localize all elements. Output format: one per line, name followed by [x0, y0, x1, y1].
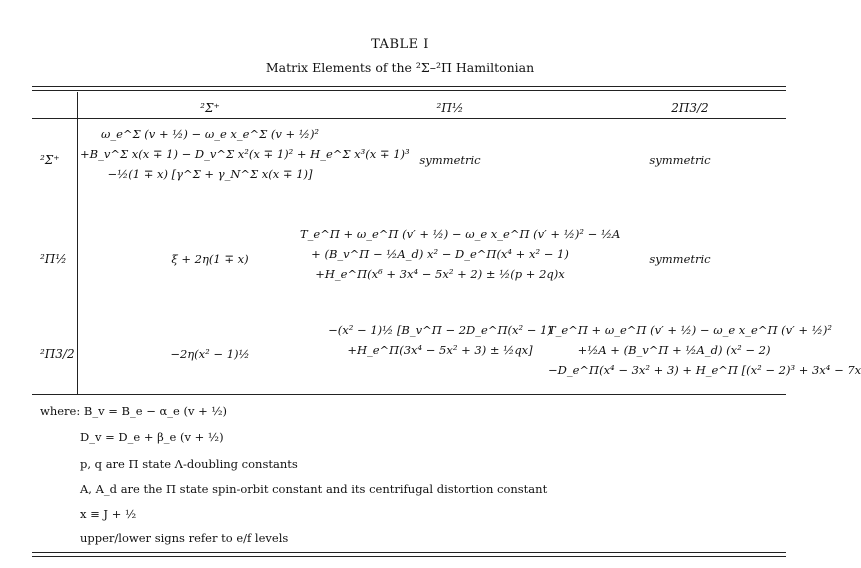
table-number: TABLE I [371, 37, 429, 52]
footnote-lambda-doubling: p, q are Π state Λ-doubling constants [80, 457, 298, 471]
cell-pi-three-halves-sigma [80, 344, 340, 364]
cell-line: −2η(x² − 1)½ [170, 347, 250, 361]
footnote-bv: where: B_v = B_e − α_e (v + ½) [40, 404, 228, 418]
column-divider [77, 92, 78, 394]
cell-line: −D_e^Π(x⁴ − 3x² + 3) + H_e^Π [(x² − 2)³ + 3x⁴ − 7x [548, 363, 861, 377]
cell-pi-three-halves-pi-half [320, 320, 560, 360]
top-rule-2 [32, 90, 786, 91]
cell-pi-half-pi-three-halves [560, 249, 800, 269]
cell-line: symmetric [649, 252, 711, 266]
cell-line: +H_e^Π(3x⁴ − 5x² + 3) ± ½qx] [347, 343, 533, 357]
cell-line: −(x² − 1)½ [B_v^Π − 2D_e^Π(x² − 1) [328, 323, 552, 337]
cell-line: + (B_v^Π − ½A_d) x² − D_e^Π(x⁴ + x² − 1) [311, 247, 569, 261]
cell-sigma-pi-half [320, 150, 580, 170]
top-rule-1 [32, 86, 786, 87]
cell-line: ω_e^Σ (v + ½) − ω_e x_e^Σ (v + ½)² [100, 127, 320, 141]
row-label-pi-three-halves: ²Π3/2 [40, 347, 75, 361]
footnote-signs: upper/lower signs refer to e/f levels [80, 531, 289, 545]
body-bottom-rule [32, 394, 786, 395]
cell-line: symmetric [649, 153, 711, 167]
cell-line: T_e^Π + ω_e^Π (v′ + ½) − ω_e x_e^Π (v′ + ½)² [548, 323, 832, 337]
cell-line: −½(1 ∓ x) [γ^Σ + γ_N^Σ x(x ∓ 1)] [107, 167, 313, 181]
cell-line: +B_v^Σ x(x ∓ 1) − D_v^Σ x²(x ∓ 1)² + H_e^Σ x³(x ∓ 1)³ [80, 147, 410, 161]
cell-line: ξ + 2η(1 ∓ x) [171, 252, 249, 266]
bottom-rule-1 [32, 552, 786, 553]
footnote-spin-orbit: A, A_d are the Π state spin-orbit constant and its centrifugal distortion constant [80, 482, 548, 496]
cell-sigma-sigma [80, 124, 410, 184]
cell-line: +H_e^Π(x⁶ + 3x⁴ − 5x² + 2) ± ½(p + 2q)x [315, 267, 565, 281]
cell-pi-three-halves-pi-three-halves [548, 320, 861, 380]
column-header-pi-three-halves: 2Π3/2 [671, 101, 709, 115]
column-header-sigma: ²Σ⁺ [200, 101, 220, 115]
cell-line: T_e^Π + ω_e^Π (v′ + ½) − ω_e x_e^Π (v′ + ½)² − ½A [300, 227, 621, 241]
table-title: Matrix Elements of the ²Σ–²Π Hamiltonian [265, 60, 535, 75]
cell-pi-half-pi-half [300, 224, 621, 284]
cell-line: symmetric [419, 153, 481, 167]
bottom-rule-2 [32, 556, 786, 557]
footnote-dv: D_v = D_e + β_e (v + ½) [80, 430, 224, 444]
column-header-pi-half: ²Π½ [436, 101, 464, 115]
row-label-pi-half: ²Π½ [40, 252, 67, 266]
cell-sigma-pi-three-halves [560, 150, 800, 170]
header-rule [32, 118, 786, 119]
footnote-x-definition: x ≡ J + ½ [80, 507, 137, 521]
cell-line: +½A + (B_v^Π + ½A_d) (x² − 2) [577, 343, 771, 357]
row-label-sigma: ²Σ⁺ [40, 153, 60, 167]
